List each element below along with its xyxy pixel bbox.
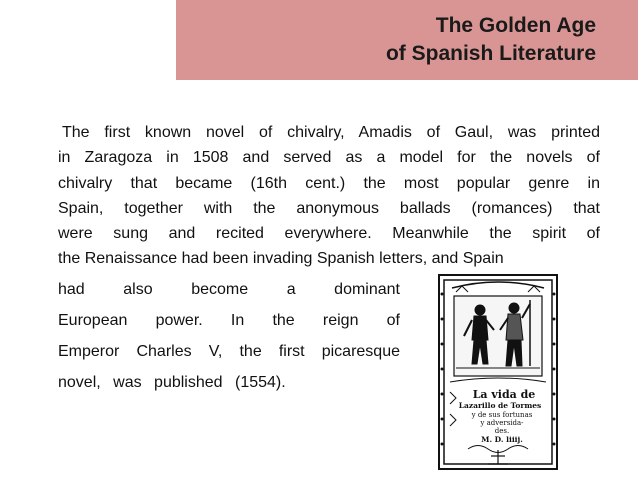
continuation-line: European power. In the reign of: [58, 312, 400, 329]
paragraph-line: The first known novel of chivalry, Amadis of Gaul, was printed: [62, 124, 600, 141]
woodcut-caption-line: M. D. liiij.: [481, 435, 523, 444]
paragraph-line: the Renaissance had been invading Spanish letters, and Spain: [58, 250, 504, 268]
title-line-2: of Spanish Literature: [385, 42, 596, 65]
continuation-line: Emperor Charles V, the first picaresque: [58, 343, 400, 360]
lazarillo-woodcut-image: [438, 274, 558, 470]
woodcut-caption-line: y de sus fortunas: [471, 411, 533, 419]
continuation-text: [58, 278, 400, 402]
title-line-1: The Golden Age: [435, 14, 596, 37]
main-paragraph: [58, 120, 600, 272]
paragraph-line: chivalry that became (16th cent.) the most popular genre in: [58, 174, 600, 192]
woodcut-caption-line: La vida de: [472, 388, 536, 401]
continuation-line: had also become a dominant: [58, 281, 400, 298]
continuation-line: novel, was published (1554).: [58, 374, 286, 391]
paragraph-line: Spain, together with the anonymous ballads (romances) that: [58, 199, 600, 217]
title-banner: [176, 0, 638, 80]
woodcut-caption-line: Lazarillo de Tormes: [458, 401, 542, 410]
paragraph-line: were sung and recited everywhere. Meanwhile the spirit of: [58, 225, 600, 243]
woodcut-caption-line: y adversida-: [480, 419, 524, 427]
paragraph-line: in Zaragoza in 1508 and served as a model for the novels of: [58, 149, 600, 167]
woodcut-caption-line: des.: [494, 427, 510, 435]
